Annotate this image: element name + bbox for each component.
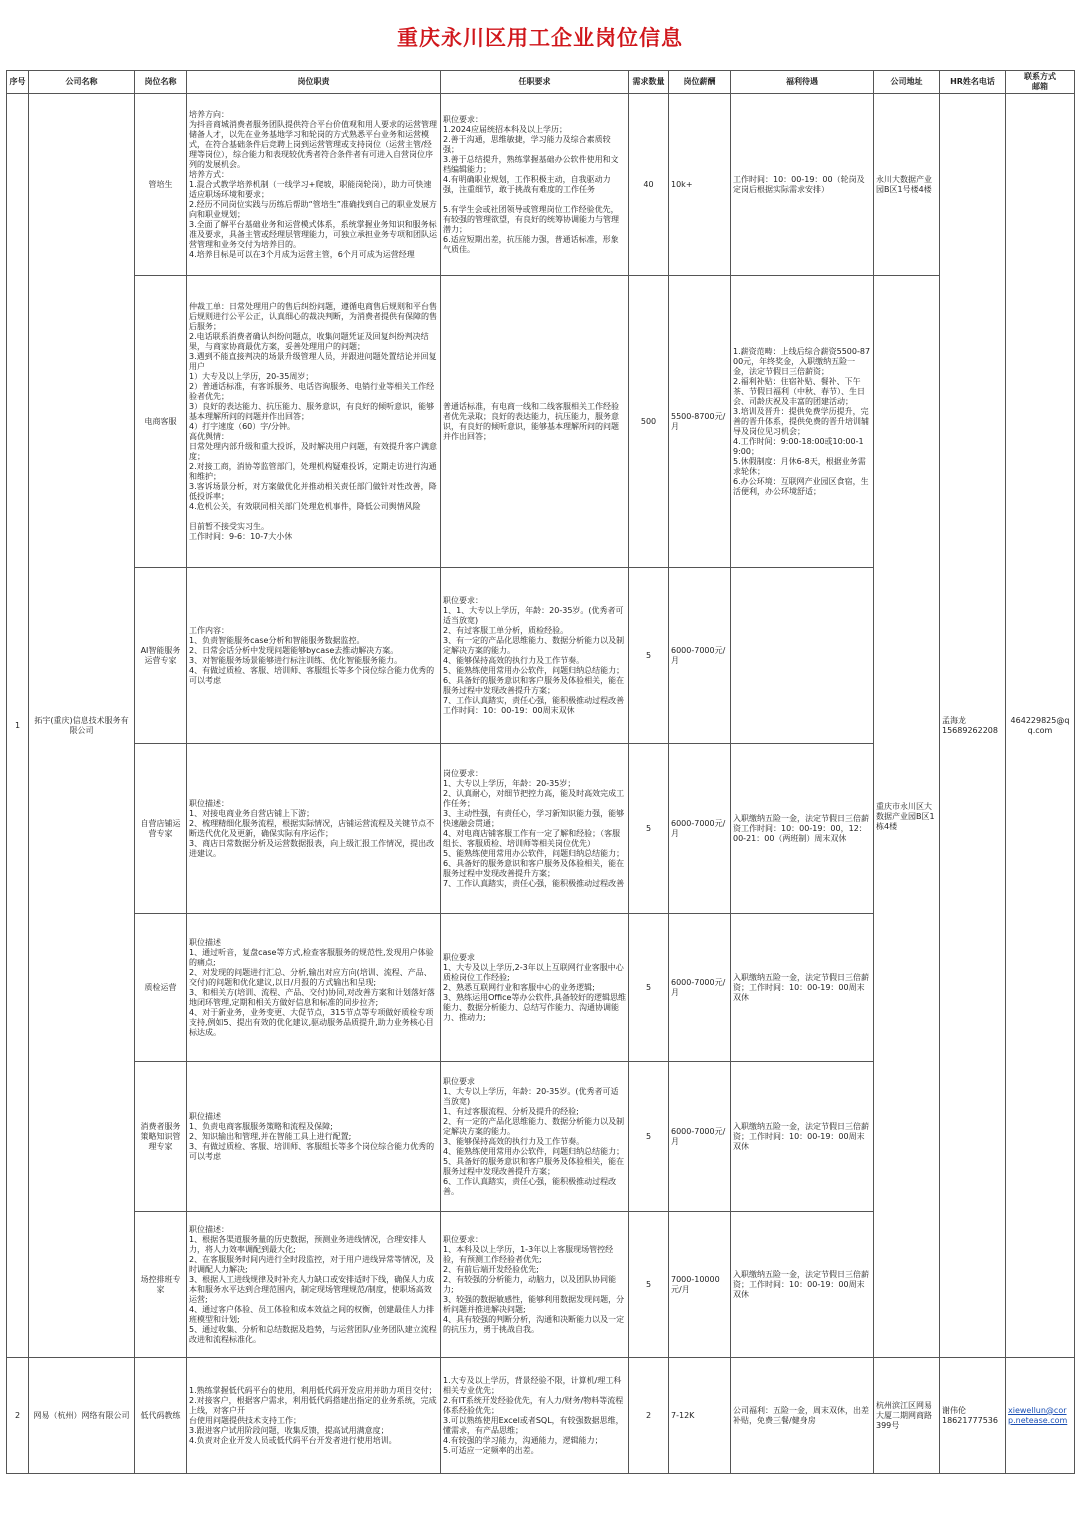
job-duties: 职位描述 1、通过听音，复盘case等方式,检查客服服务的规范性,发现用户体验的痛点; 2、对发现的问题进行汇总、分析,输出对应方向(培训、流程、产品、交付)的问题和优化建议,以日/月报的方式输出和呈现; 3、和相关方(培训、流程、产品、交付)协同,对改善方案和计划落好落地闭环管理,定期和相关方做好信息和标准的同步拉齐; 4、对于新业务，业务变更、大促节点，315节点等专项做好质检专项支持,例如5、提出有效的优化建议,驱动服务品质提升,助力业务核心目标达成。: [187, 914, 441, 1062]
company-name: 网易（杭州）网络有限公司: [29, 1358, 135, 1474]
job-salary: 7000-10000元/月: [669, 1212, 731, 1358]
hr-contact: 谢伟伦 18621777536: [940, 1358, 1006, 1474]
header-address: 公司地址: [874, 71, 940, 94]
header-email: 联系方式 邮箱: [1006, 71, 1075, 94]
job-salary: 6000-7000元/月: [669, 914, 731, 1062]
job-benefits: 入职缴纳五险一金，法定节假日三倍薪资；工作时间：10：00-19：00周末双休: [731, 1062, 874, 1212]
header-benefits: 福利待遇: [731, 71, 874, 94]
table-row: [7, 1358, 1075, 1474]
header-hr: HR姓名电话: [940, 71, 1006, 94]
job-title: 消费者服务策略知识管理专家: [135, 1062, 187, 1212]
job-address: 永川大数据产业园B区1号楼4楼: [874, 94, 940, 276]
job-requirements: 职位要求 1、大专以上学历，年龄：20-35岁。(优秀者可适当放宽) 1、有过客服流程、分析及提升的经验; 2、有一定的产品化思维能力、数据分析能力以及制定解决方案的能力。 3、能够保持高效的执行力及工作节奏。 4、能熟练使用常用办公软件，问题归纳总结能力； 5、具备好的服务意识和客户服务及体验相关，能在服务过程中发现改善提升方案； 6、工作认真踏实，责任心强，能积极推动过程改善。: [441, 1062, 629, 1212]
job-benefits: 入职缴纳五险一金，法定节假日三倍薪资；工作时间：10：00-19：00周末双休: [731, 914, 874, 1062]
job-salary: 6000-7000元/月: [669, 744, 731, 914]
job-benefits: 1.薪资范畴：上线后综合薪资5500-8700元，年终奖金，入职缴纳五险一金，法定节假日三倍薪资； 2.福利补贴：住宿补贴、餐补、下午茶、节假日福利（中秋、春节）、生日会、司龄庆祝及丰富的团建活动； 3.培训及晋升：提供免费学历提升，完善的晋升体系，提供免费的晋升培训辅导及岗位见习机会； 4.工作时间：9:00-18:00或10:00-19:00； 5.休假制度：月休6-8天，根据业务需求轮休； 6.办公环境：互联网产业园区食宿，生活便利，办公环境舒适；: [731, 276, 874, 568]
header-duties: 岗位职责: [187, 71, 441, 94]
job-requirements: 普通话标准，有电商一线和二线客服相关工作经验者优先录取；良好的表达能力，抗压能力，服务意识，有良好的倾听意识，能够基本理解所问的问题并作出回答；: [441, 276, 629, 568]
job-title: 管培生: [135, 94, 187, 276]
job-title: 自营店铺运营专家: [135, 744, 187, 914]
header-no: 序号: [7, 71, 29, 94]
hr-contact: 孟海龙 15689262208: [940, 94, 1006, 1358]
job-count: 5: [629, 1062, 669, 1212]
job-count: 5: [629, 568, 669, 744]
job-duties: 仲裁工单：日常处理用户的售后纠纷问题，遵循电商售后规则和平台售后规则进行公平公正，认真细心的裁决判断，为消费者提供有保障的售后服务； 2.电话联系消费者确认纠纷问题点，收集问题凭证及回复纠纷判决结果，与商家协商最优方案，妥善处理用户的问题； 3.遇到不能直接判决的场景升级管理人员，并跟进问题处置结论并回复用户 1）大专及以上学历，20-35周岁； 2）普通话标准，有客诉服务、电话咨询服务、电销行业等相关工作经验者优先； 3）良好的表达能力、抗压能力、服务意识，有良好的倾听意识，能够基本理解所问的问题并作出回答； 4）打字速度（60）字/分钟。 高优舆情： 日常处理内部升级和重大投诉，及时解决用户问题，有效提升客户满意度； 2.对接工商，消协等监管部门，处理机构疑难投诉，定期走访进行沟通和维护； 3.客诉场景分析，对方案做优化并推动相关责任部门做针对性改善，降低投诉率； 4.危机公关，有效联同相关部门处理危机事件，降低公司舆情风险 目前暂不接受实习生。 工作时间：9-6：10-7大小休: [187, 276, 441, 568]
job-salary: 5500-8700元/月: [669, 276, 731, 568]
job-duties: 职位描述： 1、对接电商业务自营店铺上下游； 2、梳理精细化服务流程，根据实际情况，店铺运营流程及关键节点不断迭代优化及更新，确保实际有序运作； 3、商店日常数据分析及运营数据报表，向上级汇报工作情况，提出改进建议。: [187, 744, 441, 914]
job-title: AI智能服务运营专家: [135, 568, 187, 744]
job-address: 杭州滨江区网易大厦二期网商路399号: [874, 1358, 940, 1474]
job-requirements: 职位要求： 1、本科及以上学历，1-3年以上客服现场管控经验，有预测工作经验者优先; 2、有前后端开发经验优先; 2、有较强的分析能力，动脑力，以及团队协同能力; 3、较强的数据敏感性，能够利用数据发现问题，分析问题并推进解决问题; 4、具有较强的判断分析，沟通和决断能力以及一定的抗压力，勇于挑战自我。: [441, 1212, 629, 1358]
job-requirements: 职位要求： 1.2024应届统招本科及以上学历； 2.善于沟通，思维敏捷，学习能力及综合素质较强； 3.善于总结提升，熟练掌握基础办公软件使用和文档编辑能力； 4.有明确职业规划，工作积极主动，自我驱动力强，注重细节，敢于挑战有难度的工作任务 5.有学生会或社团领导或管理岗位工作经验优先，有较强的管理欲望，有良好的统筹协调能力与管理潜力； 6.适应短期出差，抗压能力强，普通话标准，形象气质佳。: [441, 94, 629, 276]
page-title: 重庆永川区用工企业岗位信息: [397, 26, 683, 50]
job-benefits: 公司福利：五险一金，周末双休，出差补贴，免费三餐/健身房: [731, 1358, 874, 1474]
job-title: 电商客服: [135, 276, 187, 568]
job-duties: 培养方向： 为抖音商城消费者服务团队提供符合平台价值观和用人要求的运营管理储备人才，以先在业务基地学习和轮岗的方式熟悉平台业务和运营模式，在符合基础条件后竞聘上岗到运营管理或支持岗位（运营主管/经理等岗位），综合能力和表现较优秀者符合条件者有可进入自营岗位序列的发展机会。 培养方式： 1.混合式教学培养机制（一线学习+爬坡，职能岗轮岗），助力可快速适应职场环境和要求； 2.经历不同岗位实践与历练后帮助“管培生”准确找到自己的职业发展方向和职业规划； 3.全面了解平台基础业务和运营模式体系，系统掌握业务知识和服务标准及要求，具备主管或经理层管理能力，可独立承担业务专项和团队运营管理和业务交付为培养目的。 4.培养目标是可以在3个月成为运营主管，6个月可成为运营经理: [187, 94, 441, 276]
job-title: 低代码教练: [135, 1358, 187, 1474]
header-count: 需求数量: [629, 71, 669, 94]
job-count: 500: [629, 276, 669, 568]
job-count: 2: [629, 1358, 669, 1474]
job-count: 5: [629, 744, 669, 914]
job-count: 40: [629, 94, 669, 276]
job-benefits: 入职缴纳五险一金，法定节假日三倍薪资；工作时间：10：00-19：00周末双休: [731, 1212, 874, 1358]
header-salary: 岗位薪酬: [669, 71, 731, 94]
row-number: 2: [7, 1358, 29, 1474]
job-count: 5: [629, 1212, 669, 1358]
job-requirements: 岗位要求： 1、大专以上学历，年龄：20-35岁； 2、认真耐心，对细节把控力高，能及时高效完成工作任务； 3、主动性强，有责任心，学习新知识能力强，能够快速融会贯通； 4、对电商店铺客服工作有一定了解和经验；（客服组长、客服质检、培训师等相关岗位优先） 5、能熟练使用常用办公软件，问题归纳总结能力； 6、具备好的服务意识和客户服务及体验相关，能在服务过程中发现改善提升方案； 7、工作认真踏实，责任心强，能积极推动过程改善: [441, 744, 629, 914]
header-requirements: 任职要求: [441, 71, 629, 94]
company-name: 拓宇(重庆)信息技术服务有限公司: [29, 94, 135, 1358]
job-duties: 职位描述： 1、根据各渠道服务量的历史数据，预测业务进线情况，合理安排人力，将人力效率调配到最大化; 2、在客服服务时间内进行全时段监控，对于用户进线异常等情况，及时调配人力解决; 3、根据人工进线规律及时补充人力缺口或安排适时下线，确保人力成本和服务水平达到合理范围内，制定现场管理规范/制度，使职场高效运营; 4、通过客户体验、员工体验和成本效益之间的权衡，创建最佳人力排班模型和计划; 5、通过收集、分析和总结数据及趋势，与运营团队/业务团队建立流程改进和流程标准化。: [187, 1212, 441, 1358]
header-company: 公司名称: [29, 71, 135, 94]
job-requirements: 职位要求： 1、1、大专以上学历，年龄：20-35岁。(优秀者可适当放宽) 2、有过客服工单分析，质检经验。 3、有一定的产品化思维能力、数据分析能力以及制定解决方案的能力。 4、能够保持高效的执行力及工作节奏。 5、能熟练使用常用办公软件，问题归纳总结能力； 6、具备好的服务意识和客户服务及体验相关，能在服务过程中发现改善提升方案； 7、工作认真踏实，责任心强，能积极推动过程改善 工作时间：10：00-19：00周末双休: [441, 568, 629, 744]
job-duties: 1.熟练掌握低代码平台的使用，利用低代码开发应用并助力项目交付； 2.对接客户，根据客户需求，利用低代码搭建出指定的业务系统，完成上线，对客户开 台使用问题提供技术支持工作； 3.跟进客户试用阶段问题，收集反馈，提高试用满意度； 4.负责对企业开发人员或低代码平台开发者进行使用培训。: [187, 1358, 441, 1474]
job-title: 场控排班专家: [135, 1212, 187, 1358]
job-title: 质检运营: [135, 914, 187, 1062]
job-duties: 工作内容： 1、负责智能服务case分析和智能服务数据监控。 2、日常会话分析中发现问题能够bycase去推动解决方案。 3、对智能服务场景能够进行标注训练、优化智能服务能力。 4、有做过质检、客服、培训师、客服组长等多个岗位综合能力优秀的可以考虑: [187, 568, 441, 744]
job-requirements: 职位要求 1、大专及以上学历,2-3年以上互联网行业客服中心质检岗位工作经验; 2、熟悉互联网行业和客服中心的业务逻辑; 3、熟练运用Office等办公软件,具备较好的逻辑思维能力、数据分析能力、总结写作能力、沟通协调能力、推动力;: [441, 914, 629, 1062]
table-row: [7, 276, 1075, 568]
job-requirements: 1.大专及以上学历，背景经验不限，计算机/理工科相关专业优先； 2.有IT系统开发经验优先，有人力/财务/物料等流程体系经验优先； 3.可以熟练使用Excel或者SQL，有较强数据思维，懂需求，有产品思维； 4.有较强的学习能力，沟通能力，逻辑能力； 5.可适应一定频率的出差。: [441, 1358, 629, 1474]
job-benefits: 入职缴纳五险一金，法定节假日三倍薪资工作时间：10：00-19：00，12：00-21：00（两班制）周末双休: [731, 744, 874, 914]
company-address: 重庆市永川区大数据产业园B区1栋4楼: [874, 276, 940, 1358]
job-salary: 6000-7000元/月: [669, 1062, 731, 1212]
table-row: [7, 94, 1075, 276]
job-salary: 7-12K: [669, 1358, 731, 1474]
contact-email: 464229825@qq.com: [1006, 94, 1075, 1358]
row-number: 1: [7, 94, 29, 1358]
job-benefits: [731, 568, 874, 744]
job-benefits: 工作时间：10：00-19：00（轮岗及定岗后根据实际需求安排）: [731, 94, 874, 276]
job-duties: 职位描述 1、负责电商客服服务策略和流程及保障; 2、知识输出和管理,并在智能工具上进行配置; 3、有做过质检、客服、培训师、客服组长等多个岗位综合能力优秀的可以考虑: [187, 1062, 441, 1212]
header-row: [7, 71, 1075, 94]
job-salary: 6000-7000元/月: [669, 568, 731, 744]
contact-email-link[interactable]: xiewellun@corp.netease.com: [1008, 1405, 1068, 1425]
job-salary: 10k+: [669, 94, 731, 276]
jobs-table: [6, 70, 1075, 1474]
job-count: 5: [629, 914, 669, 1062]
header-position: 岗位名称: [135, 71, 187, 94]
